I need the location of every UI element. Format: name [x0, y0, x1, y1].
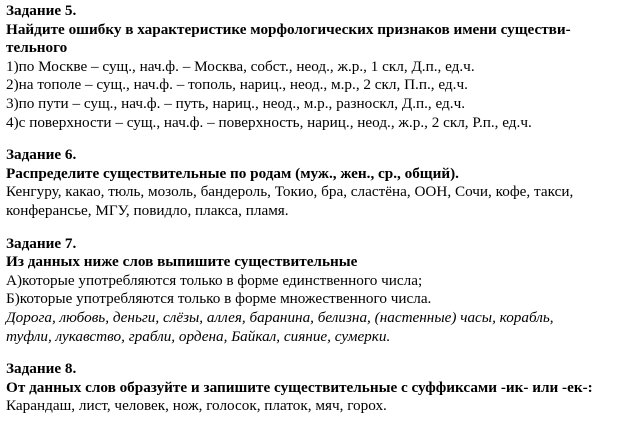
task-title: Задание 7. — [6, 234, 77, 252]
task-item: 3)по пути – сущ., нач.ф. – путь, нариц., неод., м.р., разноскл, Д.п., ед.ч. — [6, 94, 466, 112]
document-page — [6, 2, 634, 416]
task-8 — [6, 360, 634, 416]
task-instruction: От данных слов образуйте и запишите существительные с суффиксами -ик- или -ек-: — [6, 378, 593, 396]
word-list-line: Дорога, любовь, деньги, слёзы, аллея, баранина, белизна, (настенные) часы, корабль, — [6, 308, 554, 326]
task-title: Задание 8. — [6, 360, 77, 378]
task-item: А)которые употребляются только в форме единственного числа; — [6, 271, 423, 289]
task-5 — [6, 2, 634, 132]
task-item: Б)которые употребляются только в форме множественного числа. — [6, 290, 432, 308]
word-list-line: туфли, лукавство, грабли, ордена, Байкал, сияние, сумерки. — [6, 327, 391, 345]
task-title: Задание 5. — [6, 2, 77, 19]
task-item: 4)с поверхности – сущ., нач.ф. – поверхность, нариц., неод., ж.р., 2 скл, Р.п., ед.ч. — [6, 113, 532, 131]
task-6 — [6, 146, 634, 220]
task-7 — [6, 235, 634, 347]
task-item: 2)на тополе – сущ., нач.ф. – тополь, нариц., неод., м.р., 2 скл, П.п., ед.ч. — [6, 76, 468, 94]
task-item: 1)по Москве – сущ., нач.ф. – Москва, собст., неод., ж.р., 1 скл, Д.п., ед.ч. — [6, 57, 475, 75]
task-item: конферансье, МГУ, повидло, плакса, пламя. — [6, 201, 289, 219]
task-instruction: тельного — [6, 39, 68, 57]
task-title: Задание 6. — [6, 146, 77, 164]
task-instruction: Распределите существительные по родам (муж., жен., ср., общий). — [6, 164, 459, 182]
task-item: Карандаш, лист, человек, нож, голосок, платок, мяч, горох. — [6, 397, 387, 415]
task-instruction: Найдите ошибку в характеристике морфологических признаков имени существи- — [6, 20, 571, 38]
task-item: Кенгуру, какао, тюль, мозоль, бандероль, Токио, бра, сластёна, ООН, Сочи, кофе, такси, — [6, 183, 574, 201]
task-instruction: Из данных ниже слов выпишите существительные — [6, 253, 358, 271]
